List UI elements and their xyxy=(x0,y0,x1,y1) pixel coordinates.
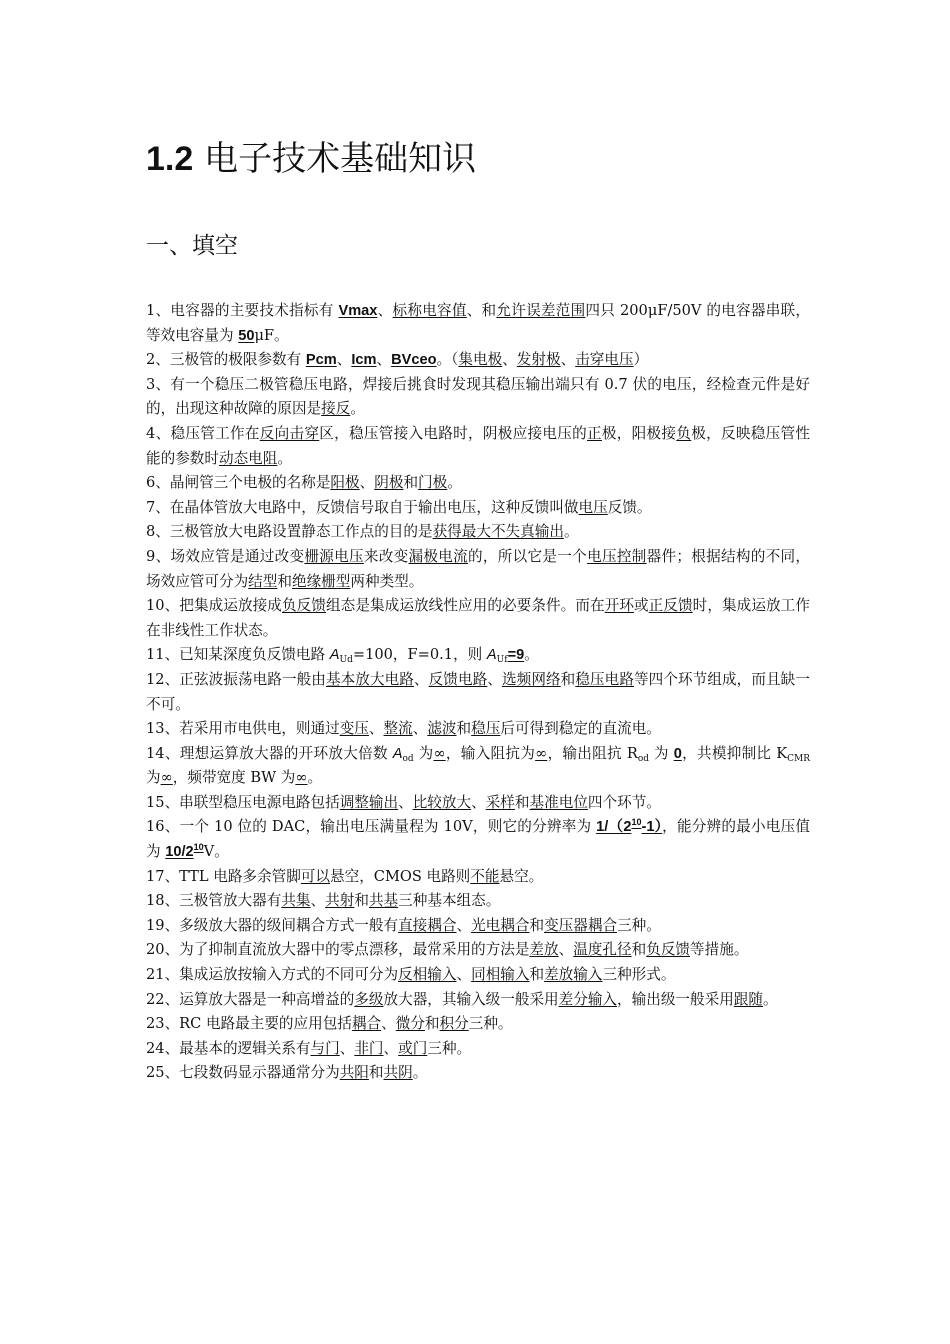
question-text: 。 xyxy=(350,400,365,418)
question-text: 10、把集成运放接成 xyxy=(146,597,282,615)
question-text: 3、有一个稳压二极管稳压电路，焊接后挑食时发现其稳压输出端只有 0.7 伏的电压，经检查元件是好的，出现这种故障的原因是 xyxy=(146,375,810,418)
answer-blank: 比较放大 xyxy=(412,793,472,811)
answer-blank: 非门 xyxy=(354,1039,384,1057)
answer-blank: 差放输入 xyxy=(544,966,603,984)
answer-blank: 反向击穿 xyxy=(259,424,320,442)
answer-blank: 基本放大电路 xyxy=(325,670,414,688)
question-text: 三种。 xyxy=(468,1015,513,1033)
question-text: 反馈。 xyxy=(607,498,652,516)
question-text: 极，反映稳压管性能的参数时 xyxy=(146,424,810,467)
question-text: ，共模抑制比 K xyxy=(681,744,788,762)
question-text: 为 xyxy=(413,744,434,762)
answer-blank: 基准电位 xyxy=(529,793,588,811)
question-text: 19、多级放大器的级间耦合方式一般有 xyxy=(146,916,399,934)
title-text: 电子技术基础知识 xyxy=(204,139,477,179)
question-item-13 xyxy=(146,717,810,742)
question-text: 17、TTL 电路多余管脚 xyxy=(146,867,301,885)
question-item-12 xyxy=(146,668,810,717)
question-item-9 xyxy=(146,545,810,594)
question-text: 1、电容器的主要技术指标有 xyxy=(146,302,339,319)
question-item-20 xyxy=(146,938,810,963)
question-item-23 xyxy=(146,1012,810,1037)
question-text: 和 xyxy=(403,474,419,492)
answer-blank: BVceo xyxy=(391,352,437,369)
question-text: A xyxy=(329,647,340,664)
question-text: 、 xyxy=(502,351,517,369)
answer-blank: 采样 xyxy=(485,793,515,811)
answer-blank: ∞ xyxy=(160,769,173,787)
question-text: 。（ xyxy=(436,351,459,369)
answer-blank: 调整输出 xyxy=(339,793,399,811)
question-item-17 xyxy=(146,865,810,890)
question-text: 三种形式。 xyxy=(602,966,676,984)
question-item-3 xyxy=(146,373,810,422)
answer-blank: 获得最大不失真输出 xyxy=(432,523,564,541)
question-text: CMR xyxy=(787,753,811,764)
section-heading: 一、填空 xyxy=(146,233,238,259)
answer-blank: 共射 xyxy=(325,892,355,910)
question-text: 6、晶闸管三个电极的名称是 xyxy=(146,474,331,492)
answer-blank: 稳压电路 xyxy=(575,670,634,688)
question-text: 的，所以它是一个 xyxy=(468,547,588,565)
question-item-8 xyxy=(146,520,810,545)
answer-blank: 发射极 xyxy=(516,351,561,369)
question-text: μF。 xyxy=(254,326,289,344)
question-text: od xyxy=(637,753,649,764)
answer-blank: 不能 xyxy=(470,867,500,885)
question-text: ，输入阻抗为 xyxy=(445,744,536,762)
question-text: 22、运算放大器是一种高增益的 xyxy=(146,990,355,1008)
answer-blank: 正 xyxy=(587,424,602,442)
answer-blank: 或门 xyxy=(398,1039,428,1057)
question-item-11 xyxy=(146,643,810,668)
answer-blank: 电压控制 xyxy=(587,547,647,565)
answer-blank: 绝缘栅型 xyxy=(291,572,351,590)
answer-blank: 多级 xyxy=(354,990,384,1008)
question-text: 、 xyxy=(376,351,392,369)
answer-blank: 负反馈 xyxy=(281,597,326,615)
question-item-4 xyxy=(146,422,810,471)
answer-blank: 漏极电流 xyxy=(408,547,469,565)
question-text: 四只 200μF/50V 的电容器串联，等效电容量为 xyxy=(146,302,810,344)
question-text: 2、三极管的极限参数有 xyxy=(146,351,306,369)
question-text: 。 xyxy=(524,646,539,664)
question-text: 后可得到稳定的直流电。 xyxy=(500,720,661,738)
question-text: 时，集成运放工作在非线性工作状态。 xyxy=(146,597,810,639)
answer-blank: 接反 xyxy=(321,400,351,418)
answer-blank: 选频网络 xyxy=(501,670,561,688)
answer-blank: 共阳 xyxy=(339,1064,369,1082)
question-item-25 xyxy=(146,1061,810,1086)
question-text: 等措施。 xyxy=(690,941,749,959)
question-text: ） xyxy=(633,351,649,369)
question-text: 、 xyxy=(368,720,384,738)
question-text: 悬空。 xyxy=(499,867,544,885)
answer-blank: 允许误差范围 xyxy=(496,302,586,319)
answer-blank: 可以 xyxy=(300,867,330,885)
answer-blank: 变压器耦合 xyxy=(544,916,618,934)
question-text: 和 xyxy=(354,892,369,910)
question-item-1 xyxy=(146,299,810,348)
answer-blank: 10 xyxy=(631,817,642,828)
question-text: 和 xyxy=(456,720,472,738)
question-item-24 xyxy=(146,1037,810,1062)
question-text: 或 xyxy=(634,597,649,615)
answer-blank: 光电耦合 xyxy=(471,916,530,934)
answer-blank: 共阴 xyxy=(383,1064,413,1082)
answer-blank: 跟随 xyxy=(733,990,763,1008)
question-text: 、 xyxy=(412,720,428,738)
question-text: 、 xyxy=(560,351,576,369)
question-text: 7、在晶体管放大电路中，反馈信号取自于输出电压，这种反馈叫做 xyxy=(146,498,579,516)
answer-blank: -1） xyxy=(641,819,663,836)
question-text: 、 xyxy=(339,1039,355,1057)
question-text: 8、三极管放大电路设置静态工作点的目的是 xyxy=(146,523,433,541)
question-text: 三种基本组态。 xyxy=(398,892,501,910)
question-text: Ud xyxy=(339,655,353,666)
question-text: 为 xyxy=(146,769,161,787)
question-text: 三种。 xyxy=(617,916,661,934)
answer-blank: 微分 xyxy=(395,1015,425,1033)
question-text: 24、最基本的逻辑关系有 xyxy=(146,1039,311,1057)
answer-blank: 电压 xyxy=(578,498,608,516)
question-text: 。 xyxy=(277,449,292,467)
question-text: 18、三极管放大器有 xyxy=(146,892,282,910)
question-text: 。 xyxy=(763,990,778,1008)
answer-blank: 动态电阻 xyxy=(218,449,278,467)
question-text: 悬空，CMOS 电路则 xyxy=(330,867,471,885)
question-text: 三种。 xyxy=(427,1039,472,1057)
question-text: 和 xyxy=(368,1064,384,1082)
answer-blank: 开环 xyxy=(604,597,634,615)
question-text: ，频带宽度 BW 为 xyxy=(172,769,296,787)
answer-blank: 标称电容值 xyxy=(392,302,467,319)
question-text: 、 xyxy=(471,793,486,811)
answer-blank: 共基 xyxy=(368,892,399,910)
answer-blank: 正反馈 xyxy=(648,597,693,615)
answer-blank: 直接耦合 xyxy=(398,916,457,934)
question-item-19 xyxy=(146,914,810,939)
answer-blank: 栅源电压 xyxy=(304,547,364,565)
answer-blank: 整流 xyxy=(383,720,413,738)
answer-blank: 1/（2 xyxy=(596,819,632,836)
answer-blank: Vmax xyxy=(338,303,378,319)
answer-blank: Pcm xyxy=(305,352,337,369)
question-list xyxy=(146,299,810,1086)
question-text: 、 xyxy=(383,1039,399,1057)
question-text: 和 xyxy=(631,941,647,959)
question-text: 两种类型。 xyxy=(350,572,424,590)
answer-blank: 门极 xyxy=(418,474,448,492)
question-text: 和 xyxy=(529,916,545,934)
question-text: 和 xyxy=(424,1015,440,1033)
answer-blank: 反相输入 xyxy=(398,966,457,984)
question-text: A xyxy=(392,745,403,762)
question-text: 和 xyxy=(529,966,545,984)
title-number: 1.2 xyxy=(146,140,194,178)
question-text: 和 xyxy=(514,793,530,811)
answer-blank: 结型 xyxy=(248,572,278,590)
answer-blank: 变压 xyxy=(339,720,369,738)
question-item-2 xyxy=(146,348,810,373)
answer-blank: 共集 xyxy=(281,892,311,910)
question-text: 、和 xyxy=(466,302,497,319)
answer-blank: 与门 xyxy=(310,1039,340,1057)
answer-blank: 击穿电压 xyxy=(575,351,634,369)
question-text: od xyxy=(402,753,414,764)
answer-blank: ∞ xyxy=(433,744,446,762)
question-item-7 xyxy=(146,496,810,521)
answer-blank: 积分 xyxy=(439,1015,469,1033)
answer-blank: 稳压 xyxy=(471,720,501,738)
answer-blank: 差分输入 xyxy=(558,990,618,1008)
question-text: 、 xyxy=(377,302,393,319)
page-title xyxy=(146,138,476,180)
answer-blank: 阳极 xyxy=(330,474,360,492)
question-text: 21、集成运放按输入方式的不同可分为 xyxy=(146,966,399,984)
answer-blank: ∞ xyxy=(295,769,308,787)
question-text: 、 xyxy=(398,793,413,811)
question-text: 和 xyxy=(277,572,292,590)
question-text: 放大器，其输入级一般采用 xyxy=(383,990,559,1008)
question-text: 、 xyxy=(456,966,472,984)
answer-blank: 10 xyxy=(193,842,204,853)
question-item-16 xyxy=(146,815,810,864)
question-text: 25、七段数码显示器通常分为 xyxy=(146,1064,340,1082)
question-item-21 xyxy=(146,963,810,988)
question-text: 16、一个 10 位的 DAC，输出电压满量程为 10V，则它的分辨率为 xyxy=(146,818,597,836)
question-text: 11、已知某深度负反馈电路 xyxy=(146,646,330,664)
answer-blank: 集电极 xyxy=(458,351,503,369)
question-text: 、 xyxy=(310,892,326,910)
answer-blank: 反馈电路 xyxy=(428,670,488,688)
question-text: 23、RC 电路最主要的应用包括 xyxy=(146,1015,352,1033)
question-text: ，能分辨的最小电压值为 xyxy=(146,818,810,861)
question-text: 等四个环节组成，而且缺一不可。 xyxy=(146,670,810,713)
question-text: 区，稳压管接入电路时，阴极应接电压的 xyxy=(319,424,588,442)
answer-blank: 滤波 xyxy=(427,720,457,738)
answer-blank: 10/2 xyxy=(165,844,194,861)
question-item-14 xyxy=(146,742,810,791)
question-text: 。 xyxy=(563,523,579,541)
question-text: 4、稳压管工作在 xyxy=(146,424,260,442)
answer-blank: 0 xyxy=(673,745,682,762)
answer-blank: Icm xyxy=(351,352,377,369)
question-text: Uf xyxy=(496,655,508,666)
question-item-22 xyxy=(146,988,810,1013)
question-text: 极，阳极接 xyxy=(601,424,677,442)
question-text: 、 xyxy=(456,916,472,934)
question-text: 和 xyxy=(560,670,576,688)
question-text: 14、理想运算放大器的开环放大倍数 xyxy=(146,744,393,762)
answer-blank: 阴极 xyxy=(374,474,404,492)
question-text: A xyxy=(486,647,497,664)
question-text: 12、正弦波振荡电路一般由 xyxy=(146,670,326,688)
question-text: 组态是集成运放线性应用的必要条件。而在 xyxy=(325,597,605,615)
question-text: ，输出阻抗 R xyxy=(547,744,638,762)
question-text: 。 xyxy=(307,769,323,787)
question-text: =100，F=0.1，则 xyxy=(352,646,487,664)
question-item-15 xyxy=(146,791,810,816)
question-text: 四个环节。 xyxy=(587,793,661,811)
question-text: 、 xyxy=(558,941,574,959)
answer-blank: =9 xyxy=(507,647,525,664)
question-text: 、 xyxy=(413,670,429,688)
answer-blank: 50 xyxy=(238,327,255,344)
answer-blank: 同相输入 xyxy=(471,966,530,984)
question-text: 9、场效应管是通过改变 xyxy=(146,547,305,565)
question-text: V。 xyxy=(203,843,229,861)
answer-blank: 负 xyxy=(676,424,692,442)
question-text: 13、若采用市电供电，则通过 xyxy=(146,720,340,738)
answer-blank: ∞ xyxy=(535,744,548,762)
question-text: 。 xyxy=(412,1064,428,1082)
answer-blank: 温度孔径 xyxy=(573,941,632,959)
answer-blank: 差放 xyxy=(529,941,559,959)
question-text: ，输出级一般采用 xyxy=(617,990,734,1008)
answer-blank: 负反馈 xyxy=(646,941,691,959)
question-text: 20、为了抑制直流放大器中的零点漂移，最常采用的方法是 xyxy=(146,941,530,959)
question-item-6 xyxy=(146,471,810,496)
question-text: 、 xyxy=(336,351,352,369)
question-text: 来改变 xyxy=(363,547,409,565)
answer-blank: 耦合 xyxy=(351,1015,382,1033)
question-text: 、 xyxy=(381,1015,396,1033)
question-text: 15、串联型稳压电源电路包括 xyxy=(146,793,340,811)
question-text: 器件；根据结构的不同，场效应管可分为 xyxy=(146,547,810,590)
question-item-18 xyxy=(146,889,810,914)
question-text: 、 xyxy=(359,474,375,492)
question-text: 、 xyxy=(487,670,502,688)
question-text: 。 xyxy=(447,474,462,492)
question-item-10 xyxy=(146,594,810,643)
question-text: 为 xyxy=(649,744,674,762)
